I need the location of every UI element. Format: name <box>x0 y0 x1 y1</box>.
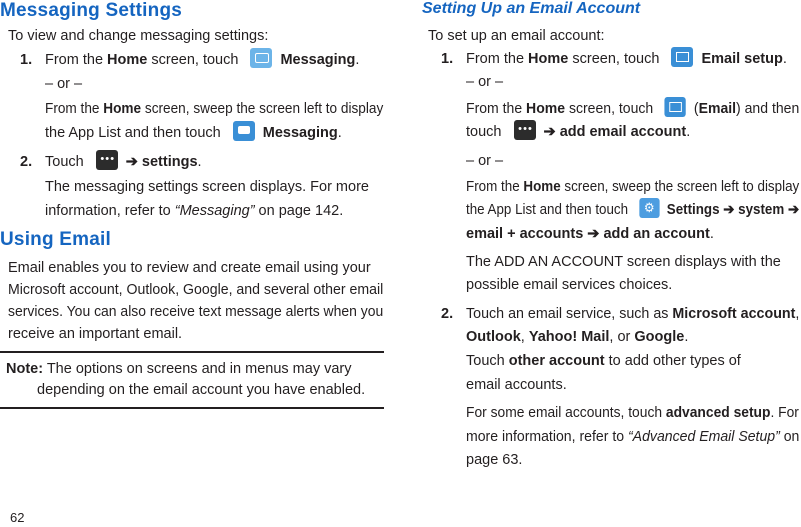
setup-advanced-line3: page 63. <box>466 452 523 468</box>
messaging-step1-number: 1. <box>20 52 33 68</box>
text: screen, sweep the screen left to display <box>141 101 384 117</box>
yahoo-mail-label: Yahoo! Mail <box>528 329 610 345</box>
settings-label: settings <box>141 154 198 170</box>
text: , <box>520 329 529 345</box>
using-email-para-line3: services. You can also receive text message alerts when you <box>8 304 384 320</box>
text: . <box>197 154 202 170</box>
using-email-heading: Using Email <box>0 229 111 250</box>
text: The options on screens and in menus may vary <box>43 361 352 377</box>
text: . <box>684 329 689 345</box>
text: to add other types of <box>604 353 741 369</box>
add-email-account-label: add email account <box>559 124 687 140</box>
setup-result-line1: The ADD AN ACCOUNT screen displays with the <box>466 254 781 270</box>
setup-alt-b-line1 <box>466 177 799 197</box>
home-label: Home <box>107 52 148 68</box>
setup-alt-a-line2 <box>466 122 690 142</box>
messaging-step1 <box>45 50 359 70</box>
messaging-icon <box>233 121 255 141</box>
setup-email-heading: Setting Up an Email Account <box>422 0 641 17</box>
messaging-alt-line1 <box>45 99 383 119</box>
text: screen, touch <box>568 51 664 67</box>
using-email-para-line2: Microsoft account, Outlook, Google, and several other email <box>8 282 384 298</box>
setup-step2-line2 <box>466 327 688 347</box>
setup-alt-a-line1 <box>466 99 799 119</box>
more-options-icon: • • • <box>96 150 118 170</box>
text: From the <box>45 101 104 117</box>
setup-or-1: – or – <box>466 74 504 90</box>
text: screen, sweep the screen left to display <box>560 179 800 195</box>
text: From the <box>45 52 108 68</box>
note-line2: depending on the email account you have enabled. <box>37 382 366 398</box>
settings-label: Settings <box>666 202 720 218</box>
setup-other-line1 <box>466 351 741 371</box>
text: , <box>795 306 800 322</box>
text: more information, refer to <box>466 429 628 445</box>
email-icon <box>671 47 693 67</box>
text: . <box>709 226 714 242</box>
setup-other-line2: email accounts. <box>466 377 567 393</box>
setup-advanced-line2 <box>466 427 799 447</box>
home-label: Home <box>103 101 142 117</box>
text: the App List and then touch <box>466 202 632 218</box>
messaging-settings-heading: Messaging Settings <box>0 0 183 21</box>
using-email-para-line4: receive an important email. <box>8 326 183 342</box>
google-label: Google <box>634 329 685 345</box>
home-label: Home <box>526 101 566 117</box>
messaging-result-line2 <box>45 201 343 221</box>
arrow-icon: ➔ <box>125 154 138 170</box>
home-label: Home <box>528 51 569 67</box>
text: Touch an email service, such as <box>466 306 673 322</box>
messaging-reference-link[interactable]: “Messaging” <box>174 203 255 219</box>
arrow-icon: ➔ <box>583 226 604 242</box>
text: screen, touch <box>147 52 243 68</box>
messaging-label: Messaging <box>280 52 356 68</box>
email-accounts-label: email + accounts <box>466 226 584 242</box>
text: ( <box>693 101 699 117</box>
text: . <box>686 124 691 140</box>
text: . <box>355 52 360 68</box>
text: From the <box>466 101 527 117</box>
email-label: Email <box>698 101 737 117</box>
setup-intro: To set up an email account: <box>428 28 605 44</box>
arrow-icon: ➔ <box>784 202 800 218</box>
text: From the <box>466 51 529 67</box>
text: Touch <box>45 154 88 170</box>
setup-step2-number: 2. <box>441 306 454 322</box>
setup-advanced-line1 <box>466 403 799 423</box>
text: . <box>337 125 342 141</box>
setup-alt-b-line2 <box>466 200 799 220</box>
text: Touch <box>466 353 509 369</box>
messaging-label: Messaging <box>262 125 338 141</box>
messaging-result-line1: The messaging settings screen displays. For more <box>45 179 369 195</box>
text: on page 142. <box>254 203 344 219</box>
advanced-email-setup-reference-link[interactable]: “Advanced Email Setup” <box>627 429 780 445</box>
page-number: 62 <box>10 510 25 525</box>
add-an-account-label: add an account <box>603 226 710 242</box>
arrow-icon: ➔ <box>719 202 739 218</box>
system-label: system <box>738 202 785 218</box>
email-icon <box>665 97 686 117</box>
text: information, refer to <box>45 203 175 219</box>
text: ) and then <box>736 101 800 117</box>
messaging-step2-number: 2. <box>20 154 33 170</box>
email-setup-label: Email setup <box>701 51 783 67</box>
other-account-label: other account <box>508 353 605 369</box>
arrow-icon: ➔ <box>543 124 556 140</box>
text: For some email accounts, touch <box>466 405 666 421</box>
more-options-icon: • • • <box>514 120 536 140</box>
note-line1 <box>6 359 352 379</box>
setup-result-line2: possible email services choices. <box>466 277 673 293</box>
messaging-icon <box>250 48 272 68</box>
text: , or <box>609 329 635 345</box>
setup-step1-number: 1. <box>441 51 454 67</box>
advanced-setup-label: advanced setup <box>665 405 771 421</box>
messaging-intro: To view and change messaging settings: <box>8 28 269 44</box>
settings-gear-icon: ⚙ <box>639 198 659 218</box>
outlook-label: Outlook <box>466 329 521 345</box>
setup-step1 <box>466 49 787 69</box>
messaging-alt-line2 <box>45 123 342 143</box>
text: screen, touch <box>565 101 658 117</box>
setup-step2-line1 <box>466 304 799 324</box>
setup-or-2: – or – <box>466 153 504 169</box>
note-label: Note: <box>6 361 44 377</box>
text: From the <box>466 179 524 195</box>
text: the App List and then touch <box>45 125 225 141</box>
using-email-para-line1: Email enables you to review and create email using your <box>8 260 371 276</box>
messaging-or: – or – <box>45 76 83 92</box>
setup-alt-b-line3 <box>466 224 714 244</box>
text: on <box>779 429 800 445</box>
messaging-step2 <box>45 152 202 172</box>
microsoft-account-label: Microsoft account <box>672 306 796 322</box>
text: . <box>782 51 787 67</box>
text: . For <box>770 405 799 421</box>
home-label: Home <box>523 179 561 195</box>
text: touch <box>466 124 506 140</box>
